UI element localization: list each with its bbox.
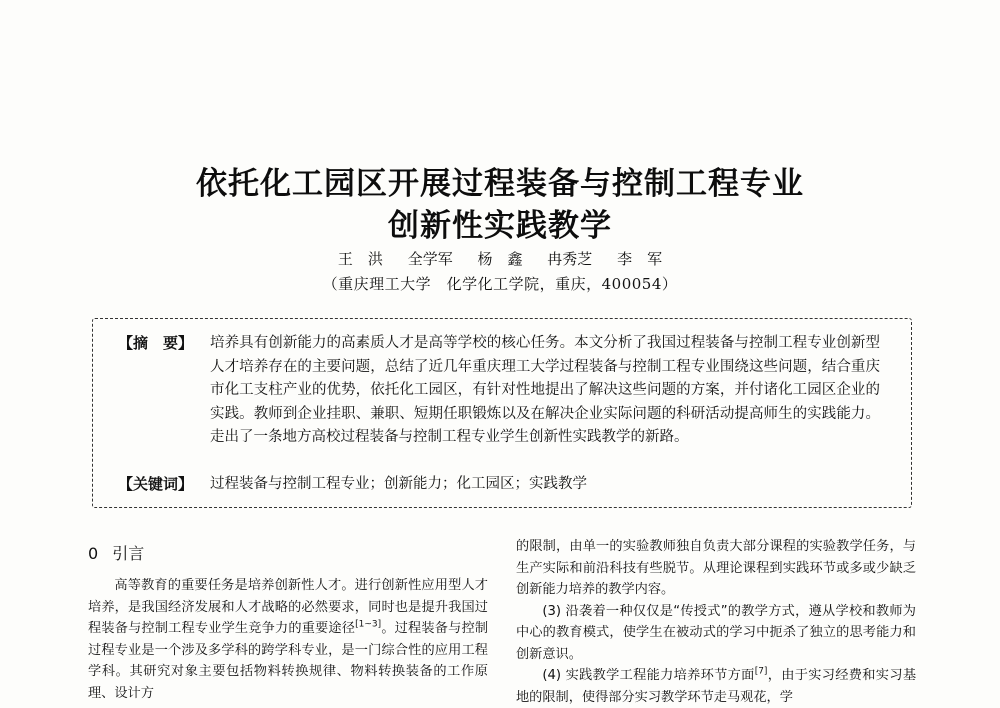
- right-column: [516, 536, 916, 708]
- author: 王 洪: [337, 250, 383, 268]
- paragraph-text: 高等教育的重要任务是培养创新性人才。进行创新性应用型人才培养，是我国经济发展和人才战略的必然要求，同时也是提升我国过程装备与控制工程专业学生竞争力的重要途径: [88, 578, 488, 636]
- keywords-label: 【关键词】: [118, 475, 194, 493]
- author: 冉秀芝: [547, 250, 593, 268]
- paragraph-text: ，由于实习经费和实习基地的限制，使得部分实习教学环节走马观花，学: [516, 668, 917, 705]
- author: 全学军: [407, 250, 453, 268]
- citation: [7]: [754, 666, 768, 677]
- paper-title-line-2: 创新性实践教学: [388, 208, 612, 244]
- paragraph-text: 。过程装备与控制过程专业是一个涉及多学科的跨学科专业，是一门综合性的应用工程学科。其研究对象主要包括物料转换规律、物料转换装备的工作原理、设计方: [88, 621, 489, 701]
- paragraph: 的限制，由单一的实验教师独自负责大部分课程的实验教学任务，与生产实际和前沿科技有些脱节。从理论课程到实践环节或多或少缺乏创新能力培养的教学内容。: [516, 539, 916, 597]
- abstract-text: 培养具有创新能力的高素质人才是高等学校的核心任务。本文分析了我国过程装备与控制工程专业创新型人才培养存在的主要问题，总结了近几年重庆理工大学过程装备与控制工程专业围绕这些问题，结合重庆市化工支柱产业的优势，依托化工园区，有针对性地提出了解决这些问题的方案，并付诸化工园区企业的实践。教师到企业挂职、兼职、短期任职锻炼以及在解决企业实际问题的科研活动提高师生的实践能力。走出了一条地方高校过程装备与控制工程专业学生创新性实践教学的新路。: [210, 335, 880, 445]
- section-title: 引言: [112, 544, 145, 563]
- section-number: 0: [88, 544, 99, 563]
- paragraph: [88, 575, 488, 704]
- affiliation: （重庆理工大学 化学化工学院，重庆，400054）: [322, 275, 678, 293]
- author: 李 军: [617, 250, 663, 268]
- citation: [1~3]: [355, 619, 382, 630]
- author-list: [0, 248, 1000, 269]
- paragraph: (3) 沿袭着一种仅仅是“传授式”的教学方式，遵从学校和教师为中心的教育模式，使学生在被动式的学习中扼杀了独立的思考能力和创新意识。: [516, 603, 916, 662]
- keywords-text: 过程装备与控制工程专业；创新能力；化工园区；实践教学: [210, 476, 587, 492]
- section-heading: [88, 541, 144, 564]
- abstract-label: 【摘 要】: [118, 334, 194, 352]
- paragraph-text: (4) 实践教学工程能力培养环节方面: [542, 668, 755, 683]
- author: 杨 鑫: [477, 250, 523, 268]
- paper-title-line-1: 依托化工园区开展过程装备与控制工程专业: [196, 166, 804, 202]
- left-column: [88, 575, 488, 704]
